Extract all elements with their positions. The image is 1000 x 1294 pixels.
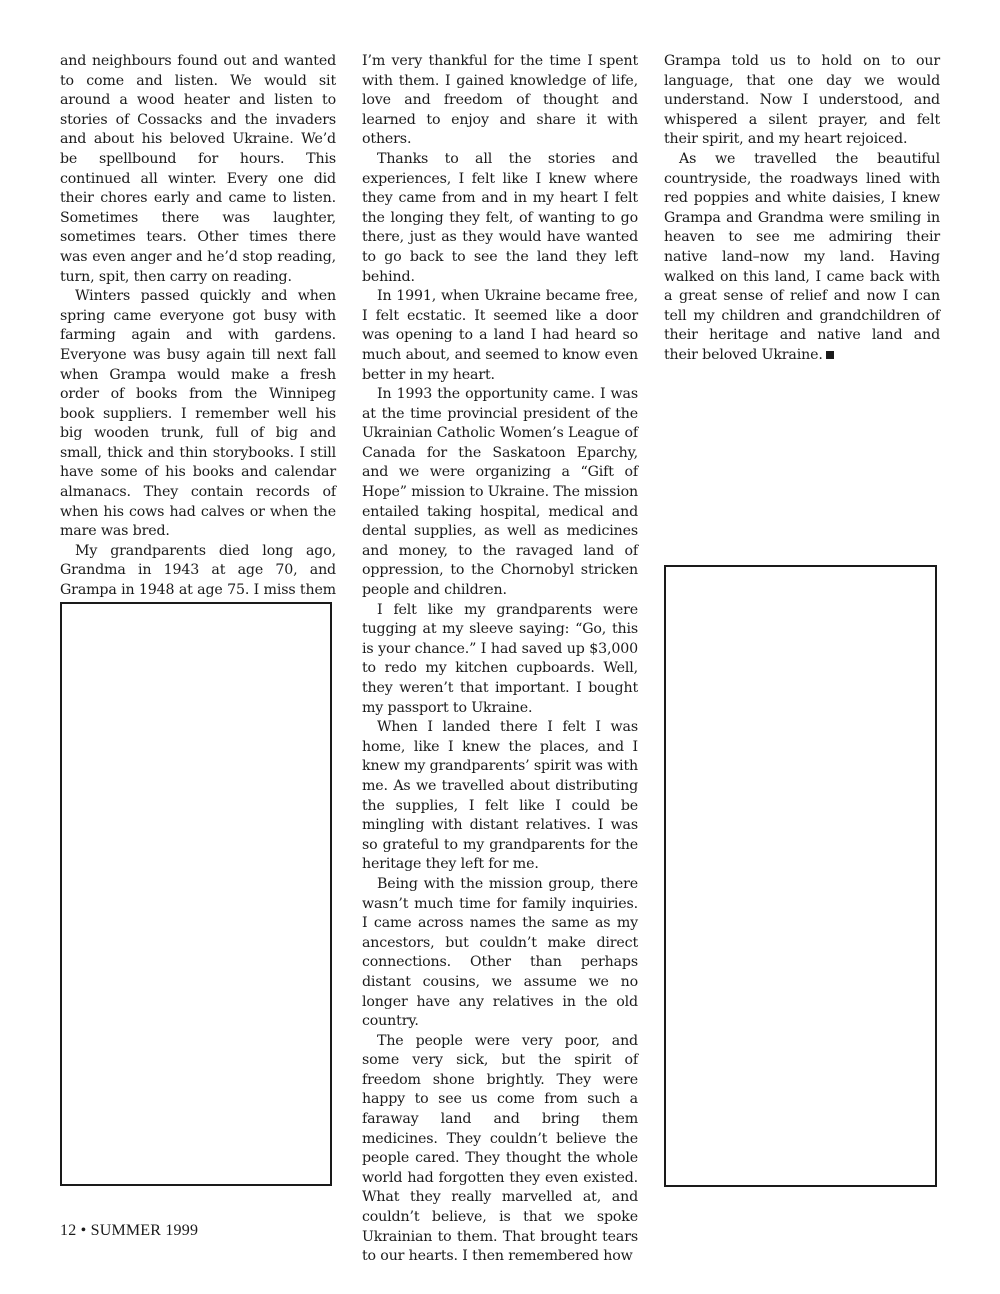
article-column-3 [664, 52, 940, 366]
paragraph: In 1991, when Ukraine became free, I felt ecstatic. It seemed like a door was opening to a land I had heard so much about, and seemed to know even better in my heart. [362, 288, 638, 383]
end-of-article-square-icon [826, 351, 834, 359]
paragraph: Grampa told us to hold on to our language, that one day we would understand. Now I understood, and whispered a silent prayer, and felt their spirit, and my heart rejoiced. [664, 53, 940, 148]
paragraph: and neighbours found out and wanted to come and listen. We would sit around a wood heater and listen to stories of Cossacks and the invaders and about his beloved Ukraine. We’d be spellbound for hours. This continued all winter. Every one did their chores early and came to listen. Sometimes there was laughter, sometimes tears. Other times there was even anger and he’d stop reading, turn, spit, then carry on reading. [60, 53, 336, 285]
paragraph: When I landed there I felt I was home, like I knew the places, and I knew my grandparents’ spirit was with me. As we travelled about distributing the supplies, I felt like I could be mingling with distant relatives. I was so grateful to my grandparents for the heritage they left for me. [362, 719, 638, 873]
paragraph: My grandparents died long ago, Grandma in 1943 at age 70, and Grampa in 1948 at age 75. I miss them [60, 542, 336, 599]
paragraph: I felt like my grandparents were tugging at my sleeve saying: “Go, this is your chance.” I had saved up $3,000 to redo my kitchen cupboards. Well, they weren’t that important. I bought my passport to Ukraine. [362, 601, 638, 716]
paragraph: I’m very thankful for the time I spent with them. I gained knowledge of life, love and freedom of thought and learned to enjoy and share it with others. [362, 53, 638, 148]
photo-placeholder-right [664, 565, 937, 1187]
page-folio: 12 • SUMMER 1999 [60, 1222, 199, 1239]
paragraph: Being with the mission group, there wasn’t much time for family inquiries. I came across names the same as my ancestors, but couldn’t make direct connections. Other than perhaps distant cousins, we assume we no longer have any relatives in the old country. [362, 875, 638, 1030]
paragraph: Thanks to all the stories and experiences, I felt like I knew where they came from and in my heart I felt the longing they felt, of wanting to go there, just as they would have wanted to go back to see the land they left behind. [362, 150, 638, 285]
paragraph: In 1993 the opportunity came. I was at the time provincial president of the Ukrainian Catholic Women’s League of Canada for the Saskatoon Eparchy, and we were organizing a “Gift of Hope” mission to Ukraine. The mission entailed taking hospital, medical and dental supplies, as well as medicines and money, to the ravaged land of oppression, to the Chornobyl stricken people and children. [362, 386, 638, 599]
paragraph-final [664, 150, 940, 366]
article-column-2 [362, 52, 638, 1267]
paragraph: Winters passed quickly and when spring came everyone got busy with farming again and with gardens. Everyone was busy again till next fall when Grampa would make a fresh order of books from the Winnipeg book suppliers. I remember well his big wooden trunk, full of big and small, thick and thin storybooks. I still have some of his books and calendar almanacs. They contain records of when his cows had calves or when the mare was bred. [60, 288, 336, 540]
paragraph: The people were very poor, and some very sick, but the spirit of freedom shone brightly. They were happy to see us come from such a faraway land and bring them medicines. They couldn’t believe the people cared. They thought the whole world had forgotten they even existed. What they really marvelled at, and couldn’t believe, is that we spoke Ukrainian to them. That brought tears to our hearts. I then remembered how [362, 1032, 638, 1265]
paragraph-final-text: As we travelled the beautiful countryside, the roadways lined with red poppies and white daisies, I knew Grampa and Grandma were smiling in heaven to see me admiring their native land–now my land. Having walked on this land, I came back with a great sense of relief and now I can tell my children and grandchildren of their heritage and native land and their beloved Ukraine. [664, 150, 940, 363]
article-column-1 [60, 52, 336, 620]
photo-placeholder-left [60, 602, 332, 1186]
